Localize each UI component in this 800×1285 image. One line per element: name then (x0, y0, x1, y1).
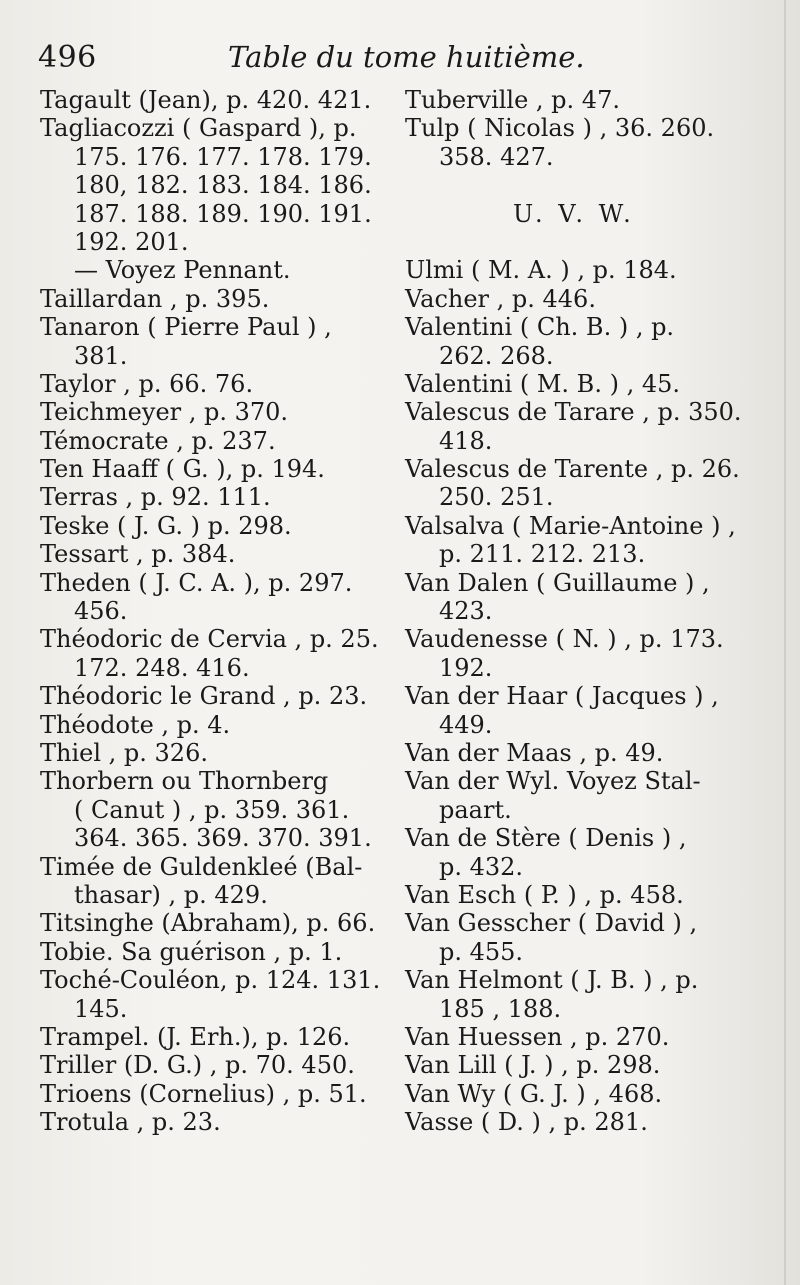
index-entry-line: Van der Haar ( Jacques ) , (405, 682, 719, 711)
index-entry-line: Thiel , p. 326. (40, 738, 208, 767)
page-header (38, 40, 758, 84)
running-title: Table du tome huitième. (228, 40, 585, 74)
index-entry-line: Terras , p. 92. 111. (40, 483, 271, 512)
index-entry-line: 262. 268. (439, 341, 554, 370)
index-entry-line: Taillardan , p. 395. (40, 284, 270, 313)
index-entry-line: Van Wy ( G. J. ) , 468. (405, 1079, 663, 1108)
index-entry-line: Teichmeyer , p. 370. (40, 398, 289, 427)
blank-line (405, 228, 765, 256)
index-entry-line: 449. (439, 710, 493, 739)
index-entry-line: Titsinghe (Abraham), p. 66. (40, 909, 376, 938)
index-entry-line: Teske ( J. G. ) p. 298. (40, 511, 292, 540)
index-entry-line: Van Helmont ( J. B. ) , p. (405, 966, 699, 995)
index-entry-line: Triller (D. G.) , p. 70. 450. (40, 1051, 355, 1080)
index-entry-line: Van Dalen ( Guillaume ) , (405, 568, 710, 597)
index-entry-line: p. 432. (439, 852, 524, 881)
index-entry-line: Tessart , p. 384. (40, 540, 236, 569)
index-entry-line: Tagliacozzi ( Gaspard ), p. (40, 114, 357, 143)
index-entry-line: 381. (74, 341, 128, 370)
index-entry-line: Taylor , p. 66. 76. (40, 369, 254, 398)
index-entry-line: 185 , 188. (439, 994, 562, 1023)
index-entry-line: Valsalva ( Marie-Antoine ) , (405, 511, 736, 540)
index-entry-line: Témocrate , p. 237. (40, 426, 276, 455)
index-entry-line: Valentini ( Ch. B. ) , p. (405, 313, 675, 342)
section-heading: U. V. W. (513, 199, 635, 228)
index-entry-line: 192. (439, 653, 493, 682)
index-entry-line: Valentini ( M. B. ) , 45. (405, 369, 680, 398)
index-entry-line: Théodote , p. 4. (40, 710, 231, 739)
index-entry-line: Trotula , p. 23. (40, 1108, 221, 1137)
index-entry-line: 423. (439, 597, 493, 626)
index-entry-line: Théodoric le Grand , p. 23. (40, 682, 368, 711)
index-entry-line: Théodoric de Cervia , p. 25. (40, 625, 379, 654)
index-entry-line: 250. 251. (439, 483, 554, 512)
index-entry-line: paart. (439, 795, 512, 824)
index-entry-line: Trampel. (J. Erh.), p. 126. (40, 1022, 351, 1051)
index-entry-line: Ten Haaff ( G. ), p. 194. (40, 455, 325, 484)
index-entry-line: ( Canut ) , p. 359. 361. (74, 795, 350, 824)
index-entry-line: 145. (74, 994, 128, 1023)
index-entry-line: Vaudenesse ( N. ) , p. 173. (405, 625, 724, 654)
index-entry-line: 172. 248. 416. (74, 653, 250, 682)
index-entry-line: Tagault (Jean), p. 420. 421. (40, 86, 372, 114)
index-entry-line: Tuberville , p. 47. (405, 86, 620, 114)
index-entry-line: 192. 201. (74, 227, 189, 256)
index-column-left (40, 86, 385, 1136)
index-column-right (405, 86, 765, 1136)
index-entry-line: Theden ( J. C. A. ), p. 297. (40, 568, 353, 597)
index-entry-line: 364. 365. 369. 370. 391. (74, 824, 372, 853)
index-entry-line: thasar) , p. 429. (74, 880, 268, 909)
index-entry-line: Valescus de Tarare , p. 350. (405, 398, 742, 427)
index-entry-line: p. 211. 212. 213. (439, 540, 646, 569)
index-entry-line: Ulmi ( M. A. ) , p. 184. (405, 256, 677, 285)
index-entry-line: Van Lill ( J. ) , p. 298. (405, 1051, 661, 1080)
index-entry-line: Thorbern ou Thornberg (40, 767, 329, 796)
index-entry-line: 175. 176. 177. 178. 179. (74, 142, 372, 171)
index-entry-line: Trioens (Cornelius) , p. 51. (40, 1079, 367, 1108)
index-entry-line: — Voyez Pennant. (74, 256, 291, 285)
index-entry-line: p. 455. (439, 937, 524, 966)
index-entry-line: 187. 188. 189. 190. 191. (74, 199, 372, 228)
index-entry-line: Vacher , p. 446. (405, 284, 596, 313)
index-entry-line: Tanaron ( Pierre Paul ) , (40, 313, 332, 342)
index-entry-line: Van Gesscher ( David ) , (405, 909, 698, 938)
page-number: 496 (38, 40, 97, 75)
page-edge (784, 0, 786, 1285)
index-entry-line: Toché-Couléon, p. 124. 131. (40, 966, 381, 995)
index-entry-line: 456. (74, 597, 128, 626)
index-entry-line: Van der Wyl. Voyez Stal- (405, 767, 701, 796)
index-entry-line: Van Huessen , p. 270. (405, 1022, 670, 1051)
index-entry-line: Van Esch ( P. ) , p. 458. (405, 880, 684, 909)
index-entry-line: 358. 427. (439, 142, 554, 171)
index-entry-line: Vasse ( D. ) , p. 281. (405, 1108, 648, 1137)
index-entry-line: Timée de Guldenkleé (Bal- (40, 852, 363, 881)
index-entry-line: Van de Stère ( Denis ) , (405, 824, 687, 853)
index-entry-line: Valescus de Tarente , p. 26. (405, 455, 740, 484)
index-entry-line: Tulp ( Nicolas ) , 36. 260. (405, 114, 715, 143)
index-entry-line: 418. (439, 426, 493, 455)
index-entry-line: Tobie. Sa guérison , p. 1. (40, 937, 343, 966)
blank-line (405, 171, 765, 199)
index-entry-line: 180, 182. 183. 184. 186. (74, 171, 372, 200)
index-entry-line: Van der Maas , p. 49. (405, 738, 664, 767)
